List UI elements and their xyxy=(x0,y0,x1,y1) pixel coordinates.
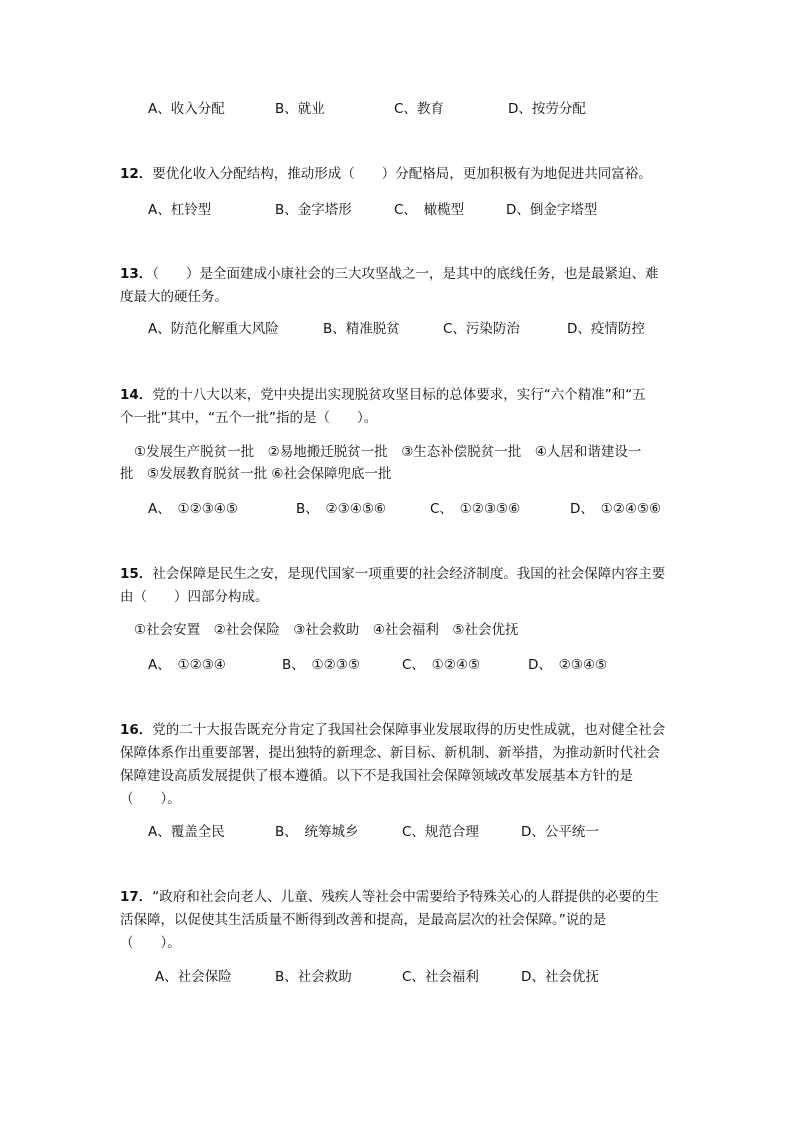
q15-stem-line1 xyxy=(120,563,665,585)
q14-stem-line2: 个一批”其中，“五个一批”指的是（ ）。 xyxy=(120,410,378,426)
q13-stem-line1 xyxy=(120,263,659,285)
q16-option-a[interactable]: A、覆盖全民 xyxy=(148,824,225,840)
q15-option-d[interactable]: D、 ②③④⑤ xyxy=(528,657,608,673)
q14-option-c[interactable]: C、 ①②③⑤⑥ xyxy=(430,501,521,517)
q17-option-b[interactable]: B、社会救助 xyxy=(275,969,352,985)
q16-option-d[interactable]: D、公平统一 xyxy=(521,824,599,840)
q12-text: 要优化收入分配结构，推动形成（ ）分配格局，更加积极有为地促进共同富裕。 xyxy=(152,166,652,182)
q16-stem-line2: 保障体系作出重要部署，提出独特的新理念、新目标、新机制、新举措，为推动新时代社会 xyxy=(120,745,660,761)
q17-text-line1: “政府和社会向老人、儿童、残疾人等社会中需要给予特殊关心的人群提供的必要的生 xyxy=(152,889,659,905)
q13-option-c[interactable]: C、污染防治 xyxy=(443,321,520,337)
q13-number: 13． xyxy=(120,266,153,282)
q15-stem-line2: 由（ ）四部分构成。 xyxy=(120,589,269,605)
q17-option-c[interactable]: C、社会福利 xyxy=(402,969,479,985)
q16-stem-line3: 保障建设高质发展提供了根本遵循。以下不是我国社会保障领域改革发展基本方针的是 xyxy=(120,768,633,784)
q17-stem-line2: 活保障，以促使其生活质量不断得到改善和提高，是最高层次的社会保障。”说的是 xyxy=(120,912,607,928)
q14-items-line1: ①发展生产脱贫一批 ②易地搬迁脱贫一批 ③生态补偿脱贫一批 ④人居和谐建设一 xyxy=(134,444,642,460)
q16-stem-line4: （ ）。 xyxy=(120,791,181,807)
q14-stem-line1 xyxy=(120,384,646,406)
q15-number: 15． xyxy=(120,566,153,582)
q17-stem-line1 xyxy=(120,886,659,908)
q12-option-b[interactable]: B、金字塔形 xyxy=(275,202,352,218)
q11-option-a[interactable]: A、收入分配 xyxy=(148,101,225,117)
q12-stem xyxy=(120,163,652,185)
q13-text-line1: （ ）是全面建成小康社会的三大攻坚战之一，是其中的底线任务，也是最紧迫、难 xyxy=(152,266,659,282)
q13-option-d[interactable]: D、疫情防控 xyxy=(567,321,645,337)
q17-number: 17． xyxy=(120,889,153,905)
q16-text-line1: 党的二十大报告既充分肯定了我国社会保障事业发展取得的历史性成就，也对健全社会 xyxy=(152,722,666,738)
q15-option-c[interactable]: C、 ①②④⑤ xyxy=(402,657,481,673)
q14-option-a[interactable]: A、 ①②③④⑤ xyxy=(148,501,238,517)
q15-option-b[interactable]: B、 ①②③⑤ xyxy=(282,657,360,673)
q15-text-line1: 社会保障是民生之安，是现代国家一项重要的社会经济制度。我国的社会保障内容主要 xyxy=(152,566,666,582)
q16-stem-line1 xyxy=(120,719,665,741)
q11-option-d[interactable]: D、按劳分配 xyxy=(508,101,586,117)
q16-option-c[interactable]: C、规范合理 xyxy=(402,824,479,840)
q13-option-a[interactable]: A、防范化解重大风险 xyxy=(148,321,279,337)
q15-option-a[interactable]: A、 ①②③④ xyxy=(148,657,226,673)
q14-items-line2: 批 ⑤发展教育脱贫一批 ⑥社会保障兜底一批 xyxy=(120,466,392,482)
q12-option-d[interactable]: D、倒金字塔型 xyxy=(506,202,598,218)
q14-number: 14． xyxy=(120,387,153,403)
q17-stem-line3: （ ）。 xyxy=(120,935,181,951)
q13-stem-line2: 度最大的硬任务。 xyxy=(120,289,228,305)
q16-option-b[interactable]: B、 统筹城乡 xyxy=(275,824,359,840)
q14-option-d[interactable]: D、 ①②④⑤⑥ xyxy=(570,501,662,517)
q14-option-b[interactable]: B、 ②③④⑤⑥ xyxy=(296,501,387,517)
q17-option-a[interactable]: A、社会保险 xyxy=(155,969,232,985)
q12-option-a[interactable]: A、杠铃型 xyxy=(148,202,212,218)
q11-option-b[interactable]: B、就业 xyxy=(275,101,325,117)
q13-option-b[interactable]: B、精准脱贫 xyxy=(323,321,400,337)
q12-option-c[interactable]: C、 橄榄型 xyxy=(394,202,465,218)
q16-number: 16． xyxy=(120,722,153,738)
q14-text-line1: 党的十八大以来，党中央提出实现脱贫攻坚目标的总体要求，实行“六个精准”和“五 xyxy=(152,387,646,403)
q11-option-c[interactable]: C、教育 xyxy=(394,101,444,117)
q15-items: ①社会安置 ②社会保险 ③社会救助 ④社会福利 ⑤社会优抚 xyxy=(134,622,519,638)
q17-option-d[interactable]: D、社会优抚 xyxy=(521,969,599,985)
q12-number: 12． xyxy=(120,166,153,182)
